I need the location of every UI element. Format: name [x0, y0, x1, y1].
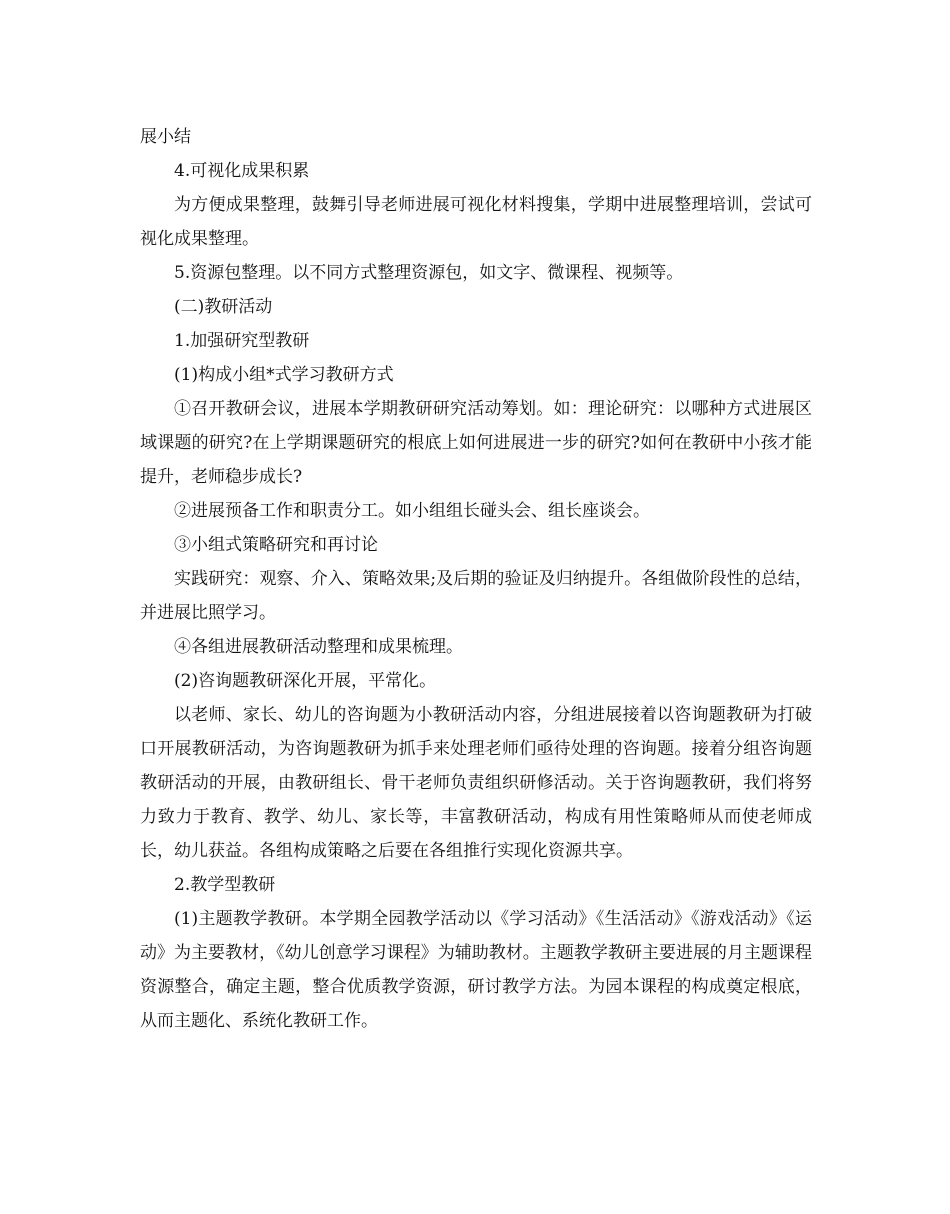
paragraph-7: (1)构成小组*式学习教研方式 — [174, 365, 394, 385]
paragraph-12: ④各组进展教研活动整理和成果梳理。 — [174, 637, 463, 657]
paragraph-11: 实践研究：观察、介入、策略效果;及后期的验证及归纳提升。各组做阶段性的总结，并进展比照学习。 — [140, 569, 812, 623]
paragraph-15: 2.教学型教研 — [174, 875, 276, 895]
paragraph-9: ②进展预备工作和职责分工。如小组组长碰头会、组长座谈会。 — [174, 501, 650, 521]
paragraph-8: ①召开教研会议，进展本学期教研研究活动筹划。如：理论研究：以哪种方式进展区域课题的研究?在上学期课题研究的根底上如何进展进一步的研究?如何在教研中小孩才能提升，老师稳步成长? — [140, 399, 812, 487]
paragraph-3: 为方便成果整理，鼓舞引导老师进展可视化材料搜集，学期中进展整理培训，尝试可视化成果整理。 — [140, 195, 812, 249]
paragraph-5: (二)教研活动 — [174, 297, 273, 317]
document-page — [140, 120, 812, 1038]
paragraph-2: 4.可视化成果积累 — [174, 161, 310, 181]
paragraph-13: (2)咨询题教研深化开展，平常化。 — [174, 671, 437, 691]
paragraph-16: (1)主题教学教研。本学期全园教学活动以《学习活动》《生活活动》《游戏活动》《运动》为主要教材，《幼儿创意学习课程》为辅助教材。主题教学教研主要进展的月主题课程资源整合，确定主题，整合优质教学资源，研讨教学方法。为园本课程的构成奠定根底，从而主题化、系统化教研工作。 — [140, 909, 812, 1031]
paragraph-10: ③小组式策略研究和再讨论 — [174, 535, 378, 555]
paragraph-14: 以老师、家长、幼儿的咨询题为小教研活动内容，分组进展接着以咨询题教研为打破口开展教研活动，为咨询题教研为抓手来处理老师们亟待处理的咨询题。接着分组咨询题教研活动的开展，由教研组长、骨干老师负责组织研修活动。关于咨询题教研，我们将努力致力于教育、教学、幼儿、家长等，丰富教研活动，构成有用性策略师从而使老师成长，幼儿获益。各组构成策略之后要在各组推行实现化资源共享。 — [140, 705, 812, 861]
paragraph-1: 展小结 — [140, 127, 191, 147]
paragraph-6: 1.加强研究型教研 — [174, 331, 310, 351]
paragraph-4: 5.资源包整理。以不同方式整理资源包，如文字、微课程、视频等。 — [174, 263, 684, 283]
